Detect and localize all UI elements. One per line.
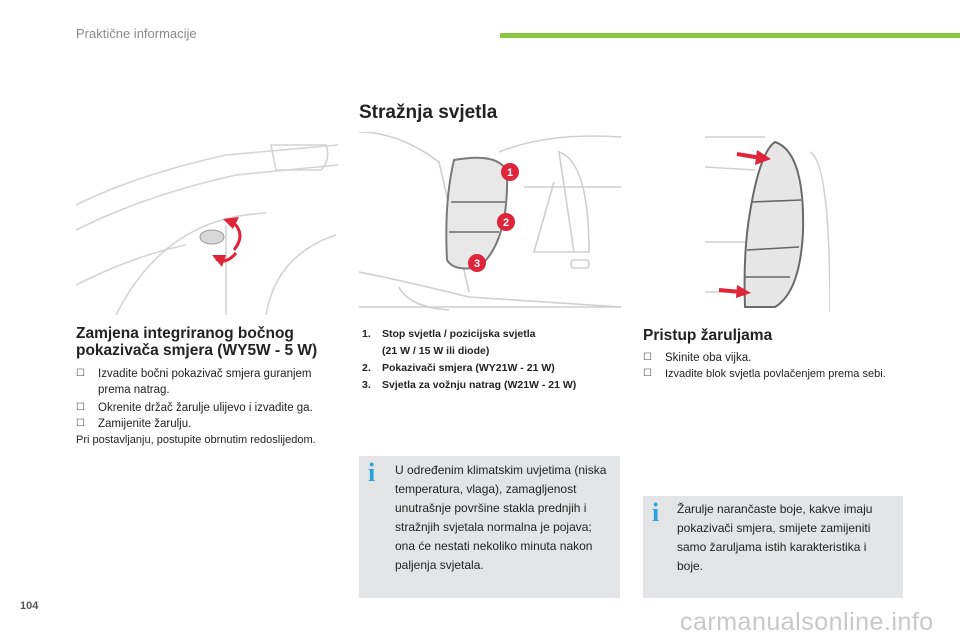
checkbox-icon: ☐ [643,368,652,379]
bulb-list-item: 1. Stop svjetla / pozicijska svjetla (21 W / 15 W ili diode) [362,328,536,357]
callout-1 [501,163,519,181]
watermark: carmanualsonline.info [680,608,934,636]
step-text: Skinite oba vijka. [665,352,752,364]
bulb-colour-info-box [643,496,903,598]
section-title: Stražnja svjetla [359,102,498,123]
installation-note: Pri postavljanju, postupite obrnutim redoslijedom. [76,434,316,446]
callout-3 [468,254,486,272]
step-text: Izvadite blok svjetla povlačenjem prema sebi. [665,368,886,380]
step-text: Izvadite bočni pokazivač smjera guranjem prema natrag. [98,368,312,396]
info-icon: i [368,458,376,487]
checkbox-icon: ☐ [76,368,85,379]
page-header-title: Praktične informacije [76,26,197,41]
heading-line: pokazivača smjera (WY5W - 5 W) [76,342,318,359]
header-accent-bar [500,33,960,38]
step-item [76,416,338,432]
step-item [76,366,338,398]
info-text: Žarulje narančaste boje, kakve imaju pokazivači smjera, smijete zamijeniti samo žaruljama istih karakteristika i boje. [677,502,873,573]
lamp-block-illustration [705,132,830,312]
checkbox-icon: ☐ [76,402,85,413]
svg-text:1: 1 [506,167,514,179]
checkbox-icon: ☐ [76,418,85,429]
step-text: Zamijenite žarulju. [98,418,192,430]
step-item [643,350,903,366]
condensation-info-box [359,456,620,598]
step-item [76,400,346,416]
info-text: U određenim klimatskim uvjetima (niska temperatura, vlaga), zamagljenost unutrašnje površine stakla prednjih i stražnjih svjetala normalna je pojava; ona će nestati nekoliko minuta nakon paljenja svjetala. [395,463,607,572]
rear-lamps-illustration [359,132,621,312]
side-indicator-illustration [76,135,338,315]
bulb-list-item: 2. Pokazivači smjera (WY21W - 21 W) [362,362,555,374]
info-icon: i [652,498,660,527]
checkbox-icon: ☐ [643,352,652,363]
svg-text:2: 2 [502,217,510,229]
bulb-access-heading: Pristup žaruljama [643,327,773,344]
bulb-list-item: 3. Svjetla za vožnju natrag (W21W - 21 W) [362,379,577,391]
bulb-list [362,326,622,394]
svg-text:3: 3 [473,258,481,270]
heading-line: Zamjena integriranog bočnog [76,325,294,342]
step-item [643,366,943,382]
callout-2 [497,213,515,231]
side-indicator-heading [76,325,346,359]
step-text: Okrenite držač žarulje ulijevo i izvadite ga. [98,402,313,414]
page-number: 104 [20,600,39,612]
